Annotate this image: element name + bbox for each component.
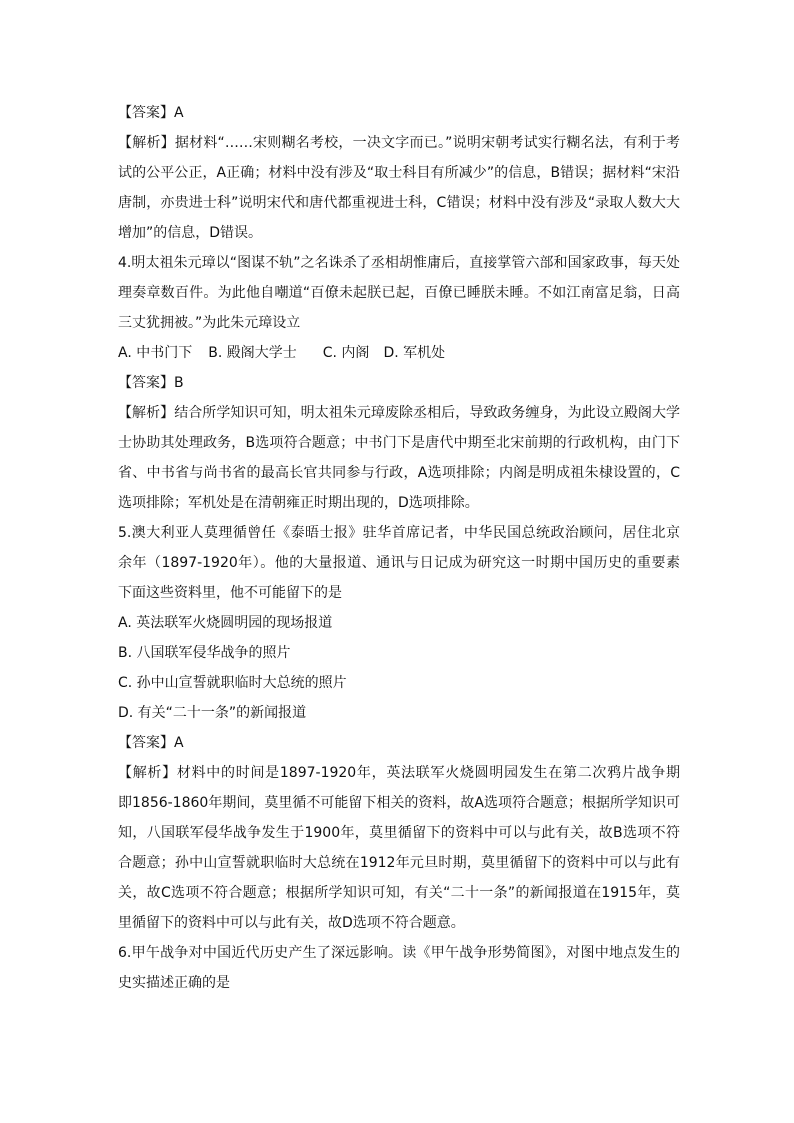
analysis-q3-line-4: 增加”的信息，D错误。	[118, 225, 263, 241]
analysis-q5-line-3: 知，八国联军侵华战争发生于1900年，莫里循留下的资料中可以与此有关，故B选项不符	[118, 825, 680, 841]
analysis-q4-line-4: 选项排除；军机处是在清朝雍正时期出现的，D选项排除。	[118, 495, 479, 511]
q4-option-b: B. 殿阁大学士	[208, 345, 297, 361]
question-6-line-2: 史实描述正确的是	[118, 975, 230, 991]
question-5-line-1: 5.澳大利亚人莫理循曾任《泰晤士报》驻华首席记者，中华民国总统政治顾问，居住北京	[118, 525, 680, 541]
analysis-q5-line-5: 关，故C选项不符合题意；根据所学知识可知，有关“二十一条”的新闻报道在1915年，莫	[118, 885, 680, 901]
q4-option-c: C. 内阁	[322, 345, 370, 361]
question-4-line-1: 4.明太祖朱元璋以“图谋不轨”之名诛杀了丞相胡惟庸后，直接掌管六部和国家政事，每天处	[118, 255, 680, 271]
analysis-q4-line-3: 省、中书省与尚书省的最高长官共同参与行政，A选项排除；内阁是明成祖朱棣设置的，C	[118, 465, 680, 481]
q4-option-a: A. 中书门下	[118, 345, 193, 361]
analysis-q5-line-1: 【解析】材料中的时间是1897-1920年，英法联军火烧圆明园发生在第二次鸦片战争期	[118, 765, 680, 781]
question-6-line-1: 6.甲午战争对中国近代历史产生了深远影响。读《甲午战争形势简图》，对图中地点发生的	[118, 945, 680, 961]
answer-label-q3: 【答案】A	[118, 105, 184, 121]
question-4-line-3: 三丈犹拥被。”为此朱元璋设立	[118, 315, 301, 331]
document-body	[118, 100, 680, 1000]
analysis-q4-line-2: 士协助其处理政务，B选项符合题意；中书门下是唐代中期至北宋前期的行政机构，由门下	[118, 435, 680, 451]
q5-option-b: B. 八国联军侵华战争的照片	[118, 645, 291, 661]
analysis-q3-line-2: 试的公平公正，A正确；材料中没有涉及“取士科目有所减少”的信息，B错误；据材料“宋沿	[118, 165, 680, 181]
answer-label-q4: 【答案】B	[118, 375, 184, 391]
analysis-q3-line-3: 唐制，亦贵进士科”说明宋代和唐代都重视进士科，C错误；材料中没有涉及“录取人数大大	[118, 195, 680, 211]
analysis-q5-line-6: 里循留下的资料中可以与此有关，故D选项不符合题意。	[118, 915, 465, 931]
analysis-q5-line-2: 即1856-1860年期间，莫里循不可能留下相关的资料，故A选项符合题意；根据所学知识可	[118, 795, 680, 811]
question-5-line-2: 余年（1897-1920年）。他的大量报道、通讯与日记成为研究这一时期中国历史的重要素	[118, 555, 680, 571]
question-4-options	[118, 340, 680, 366]
q5-option-a: A. 英法联军火烧圆明园的现场报道	[118, 615, 333, 631]
answer-label-q5: 【答案】A	[118, 735, 184, 751]
q5-option-d: D. 有关“二十一条”的新闻报道	[118, 705, 307, 721]
analysis-q4-line-1: 【解析】结合所学知识可知，明太祖朱元璋废除丞相后，导致政务缠身，为此设立殿阁大学	[118, 405, 680, 421]
q5-option-c: C. 孙中山宣誓就职临时大总统的照片	[118, 675, 347, 691]
q4-option-d: D. 军机处	[383, 345, 446, 361]
analysis-q3-line-1: 【解析】据材料“……宋则糊名考校，一决文字而已。”说明宋朝考试实行糊名法，有利于考	[118, 135, 680, 151]
question-5-line-3: 下面这些资料里，他不可能留下的是	[118, 585, 342, 601]
question-4-line-2: 理奏章数百件。为此他自嘲道“百僚未起朕已起，百僚已睡朕未睡。不如江南富足翁，日高	[118, 285, 680, 301]
analysis-q5-line-4: 合题意；孙中山宣誓就职临时大总统在1912年元旦时期，莫里循留下的资料中可以与此有	[118, 855, 680, 871]
